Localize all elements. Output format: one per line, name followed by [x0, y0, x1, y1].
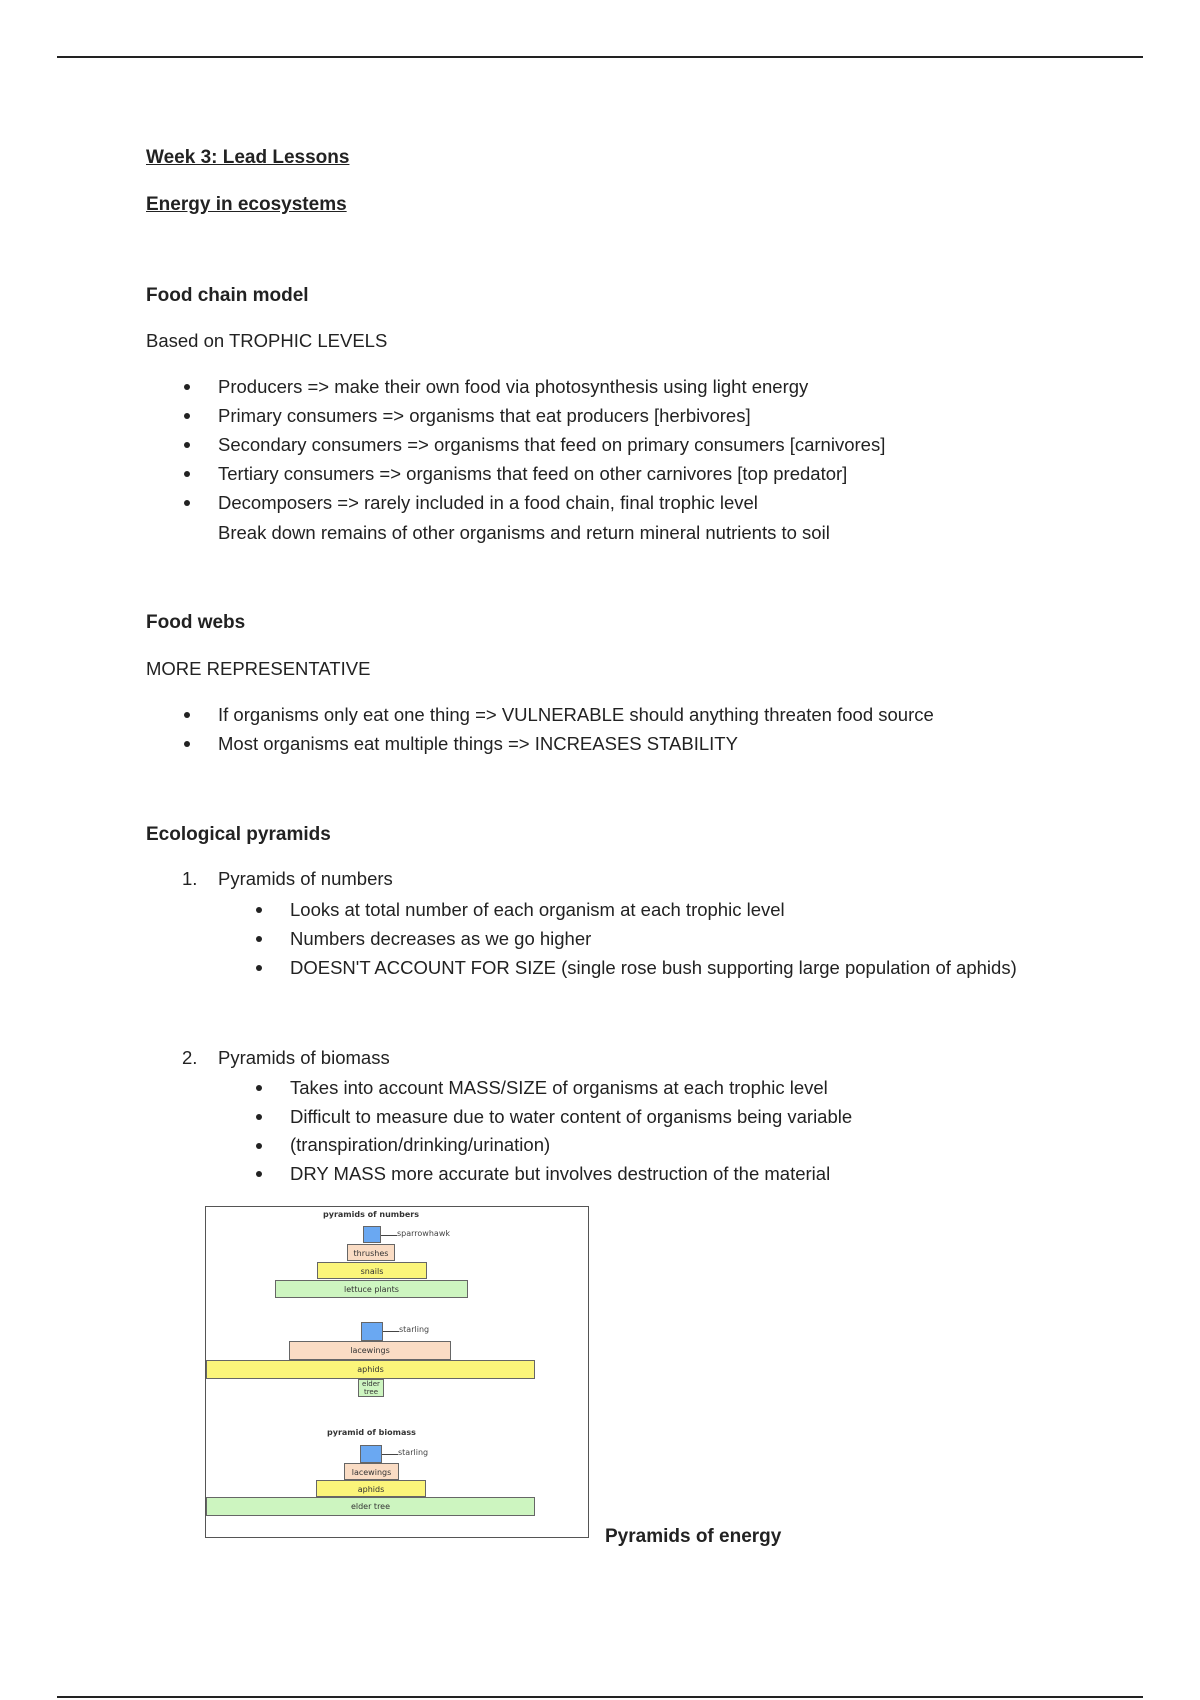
figure-biomass-title: pyramid of biomass	[327, 1428, 416, 1437]
pyramids-heading: Ecological pyramids	[146, 824, 331, 845]
pyramids-numbers-label: Pyramids of numbers	[218, 868, 393, 889]
food-webs-list	[218, 700, 934, 758]
food-chain-intro: Based on TROPHIC LEVELS	[146, 330, 388, 351]
list-item: Difficult to measure due to water content of organisms being variable	[290, 1102, 852, 1131]
list-item: Tertiary consumers => organisms that feed on other carnivores [top predator]	[218, 459, 885, 488]
elder-tree-block: elder tree	[358, 1379, 384, 1397]
list-item: DRY MASS more accurate but involves destruction of the material	[290, 1159, 852, 1188]
list-item: Takes into account MASS/SIZE of organisms at each trophic level	[290, 1073, 852, 1102]
list-item: If organisms only eat one thing => VULNERABLE should anything threaten food source	[218, 700, 934, 729]
label-pointer	[383, 1331, 399, 1332]
pyramids-numbers-item	[182, 868, 393, 890]
food-webs-intro: MORE REPRESENTATIVE	[146, 658, 371, 679]
header-rule	[57, 56, 1143, 58]
energy-pyramids-heading: Pyramids of energy	[605, 1526, 782, 1547]
pyramids-numbers-list	[290, 895, 1017, 982]
biomass-lacewings-bar: lacewings	[344, 1463, 399, 1480]
continuation-text: (transpiration/drinking/urination)	[290, 1134, 551, 1155]
footer-rule	[57, 1696, 1143, 1698]
page-subtitle: Energy in ecosystems	[146, 194, 347, 215]
biomass-starling-block	[360, 1445, 382, 1463]
food-chain-list	[218, 372, 885, 517]
list-item: Secondary consumers => organisms that feed on primary consumers [carnivores]	[218, 430, 885, 459]
food-chain-heading: Food chain model	[146, 285, 309, 306]
lettuce-bar: lettuce plants	[275, 1280, 468, 1298]
label-pointer	[381, 1235, 397, 1236]
label-pointer	[382, 1454, 398, 1455]
list-item-continuation	[290, 1131, 852, 1159]
lacewings-bar: lacewings	[289, 1341, 451, 1360]
list-item: Producers => make their own food via photosynthesis using light energy	[218, 372, 885, 401]
pyramids-biomass-list	[290, 1073, 852, 1188]
figure-numbers-title: pyramids of numbers	[323, 1210, 419, 1219]
biomass-elder-tree-bar: elder tree	[206, 1497, 535, 1516]
sparrowhawk-block	[363, 1226, 381, 1243]
page-title: Week 3: Lead Lessons	[146, 147, 350, 168]
figure-label: sparrowhawk	[397, 1229, 450, 1238]
pyramids-figure	[205, 1206, 589, 1538]
list-item: Primary consumers => organisms that eat producers [herbivores]	[218, 401, 885, 430]
list-number: 1.	[182, 868, 198, 889]
aphids-bar: aphids	[206, 1360, 535, 1379]
starling-block	[361, 1322, 383, 1341]
snails-bar: snails	[317, 1262, 427, 1279]
list-number: 2.	[182, 1047, 198, 1068]
pyramids-biomass-label: Pyramids of biomass	[218, 1047, 390, 1068]
decomposers-note: Break down remains of other organisms and return mineral nutrients to soil	[218, 522, 830, 543]
food-webs-heading: Food webs	[146, 612, 246, 633]
figure-label: starling	[399, 1325, 430, 1334]
list-item: Decomposers => rarely included in a food chain, final trophic level	[218, 488, 885, 517]
list-item: Numbers decreases as we go higher	[290, 924, 1017, 953]
list-item: Most organisms eat multiple things => INCREASES STABILITY	[218, 729, 934, 758]
biomass-aphids-bar: aphids	[316, 1480, 426, 1497]
list-item: Looks at total number of each organism at each trophic level	[290, 895, 1017, 924]
list-item: DOESN'T ACCOUNT FOR SIZE (single rose bush supporting large population of aphids)	[290, 953, 1017, 982]
pyramids-biomass-item	[182, 1047, 390, 1069]
figure-label: starling	[398, 1448, 429, 1457]
thrushes-bar: thrushes	[347, 1244, 395, 1261]
